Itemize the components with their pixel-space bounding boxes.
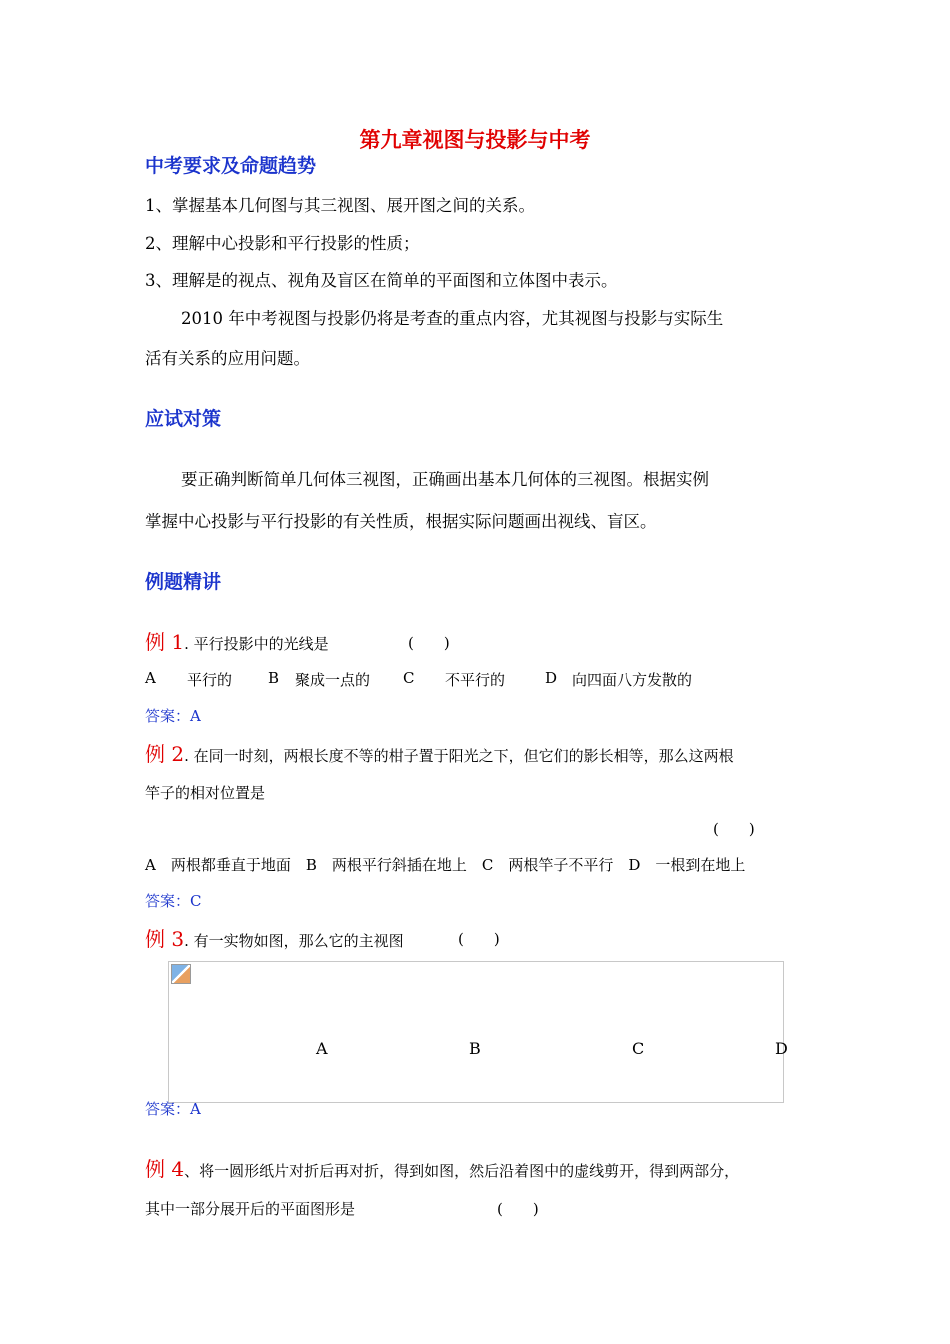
example-2-options: A 两根都垂直于地面 B 两根平行斜插在地上 C 两根竿子不平行 D 一根到在地上: [145, 856, 746, 874]
section-heading-strategy: 应试对策: [145, 408, 222, 430]
example-2-label: 例 2: [145, 742, 185, 766]
strategy-paragraph-line1: 要正确判断简单几何体三视图，正确画出基本几何体的三视图。根据实例: [181, 470, 709, 489]
example-1-question: [145, 626, 329, 655]
example-2-paren: ( ): [713, 820, 755, 838]
example-3-answer: 答案：A: [145, 1100, 201, 1118]
example-2-text-line2: 竿子的相对位置是: [145, 784, 266, 802]
example-3-paren: ( ): [458, 930, 500, 948]
example-3-figure: [168, 961, 788, 1103]
example-1-option-a-text: 平行的: [187, 671, 233, 689]
example-3-text: . 有一实物如图，那么它的主视图: [184, 932, 404, 950]
requirement-item-2: 2、理解中心投影和平行投影的性质；: [145, 234, 420, 253]
trend-paragraph-line2: 活有关系的应用问题。: [145, 349, 310, 368]
figure-option-c: C: [632, 1039, 645, 1058]
example-4-text-line2: 其中一部分展开后的平面图形是: [145, 1200, 356, 1218]
example-1-answer: 答案：A: [145, 707, 201, 725]
strategy-paragraph-line2: 掌握中心投影与平行投影的有关性质，根据实际问题画出视线、盲区。: [145, 512, 657, 531]
example-2-answer: 答案：C: [145, 892, 202, 910]
example-4-text-line1: 、将一圆形纸片对折后再对折，得到如图，然后沿着图中的虚线剪开，得到两部分，: [184, 1162, 740, 1180]
broken-image-icon: [171, 964, 191, 984]
page-title: 第九章视图与投影与中考: [359, 128, 591, 152]
example-1-option-b-letter: B: [268, 669, 280, 687]
example-1-option-b-text: 聚成一点的: [295, 671, 371, 689]
example-4-question: [145, 1153, 739, 1182]
example-2-text-line1: . 在同一时刻，两根长度不等的柑子置于阳光之下，但它们的影长相等，那么这两根: [184, 747, 734, 765]
example-4-paren: ( ): [497, 1200, 539, 1218]
section-heading-examples: 例题精讲: [145, 571, 222, 593]
example-1-paren: ( ): [408, 634, 450, 652]
example-1-text: . 平行投影中的光线是: [184, 635, 329, 653]
figure-option-a: A: [316, 1039, 328, 1058]
figure-option-d: D: [775, 1039, 788, 1058]
section-heading-requirements: 中考要求及命题趋势: [145, 155, 317, 177]
example-1-option-c-text: 不平行的: [445, 671, 506, 689]
trend-paragraph-line1: 2010 年中考视图与投影仍将是考查的重点内容，尤其视图与投影与实际生: [181, 309, 724, 328]
example-3-question: [145, 923, 404, 952]
figure-option-b: B: [469, 1039, 481, 1058]
example-1-option-d-letter: D: [545, 669, 558, 687]
example-3-label: 例 3: [145, 927, 185, 951]
requirement-item-1: 1、掌握基本几何图与其三视图、展开图之间的关系。: [145, 196, 535, 215]
example-2-question: [145, 738, 734, 767]
example-4-label: 例 4: [145, 1157, 185, 1181]
example-1-option-a-letter: A: [145, 669, 156, 687]
example-1-label: 例 1: [145, 630, 185, 654]
requirement-item-3: 3、理解是的视点、视角及盲区在简单的平面图和立体图中表示。: [145, 271, 618, 290]
example-1-option-d-text: 向四面八方发散的: [572, 671, 693, 689]
example-1-option-c-letter: C: [403, 669, 415, 687]
